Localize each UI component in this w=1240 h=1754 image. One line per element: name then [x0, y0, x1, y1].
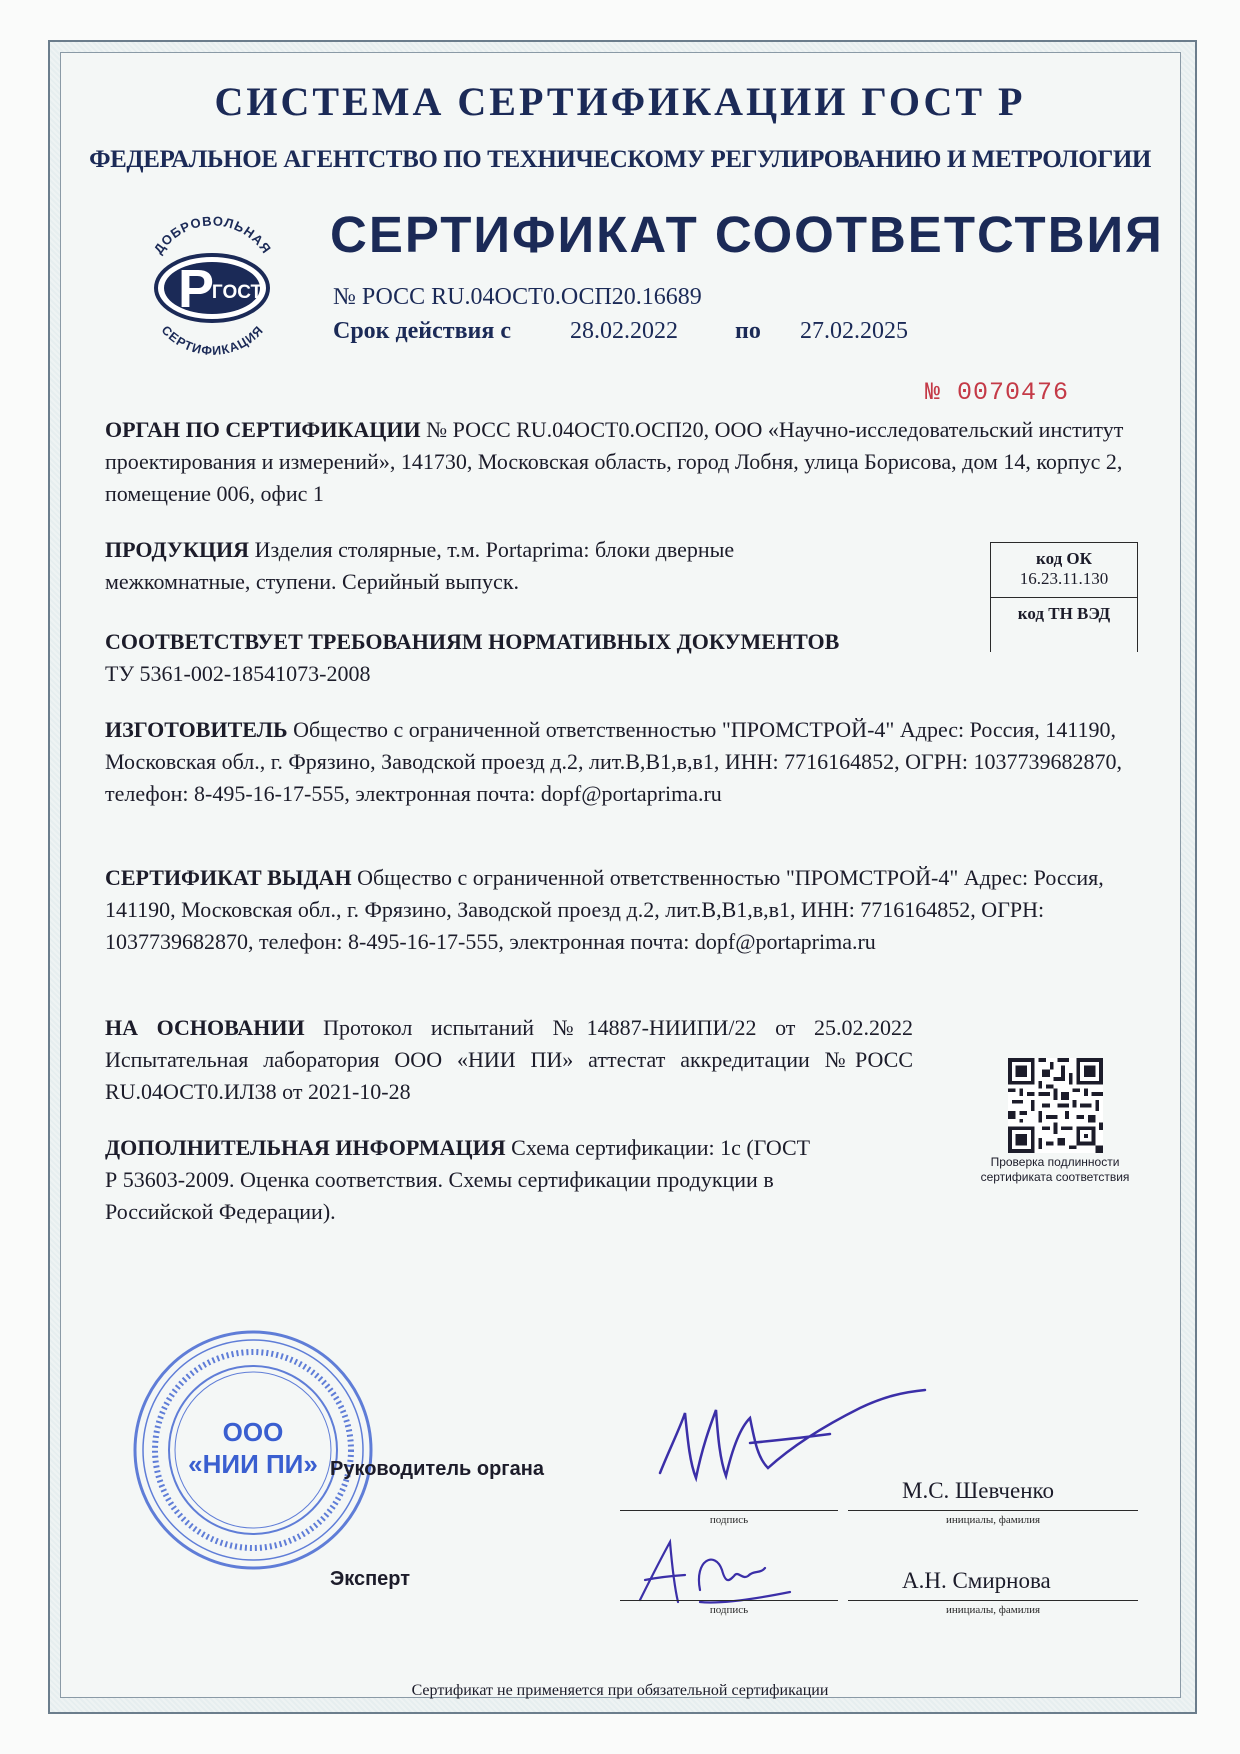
section-text: Общество с ограниченной ответственностью "ПРОМСТРОЙ-4" Адрес: Россия, 141190, Московская обл., г. Фрязино, Заводской проезд д.2, лит.В,В1,в,в1, ИНН: 7716164852, ОГРН: 1037739682870, телефон: 8-495-16-17-555, электронная почта: dopf@portaprima.ru — [105, 865, 1104, 954]
head-of-body-label: Руководитель органа — [330, 1458, 544, 1480]
ok-code-label: код ОК — [1036, 549, 1092, 568]
organisation-seal — [128, 1325, 378, 1575]
section-text: Изделия столярные, т.м. Portaprima: блоки дверные межкомнатные, ступени. Серийный выпуск. — [105, 537, 735, 594]
logo-top-text: ДОБРОВОЛЬНАЯ — [150, 213, 275, 257]
expert-name-caption: инициалы, фамилия — [945, 1604, 1041, 1616]
head-name-line — [848, 1510, 1138, 1511]
certificate-number: № РОСС RU.04ОСТ0.ОСП20.16689 — [333, 284, 702, 310]
expert-label: Эксперт — [330, 1568, 411, 1590]
head-name: М.С. Шевченко — [902, 1478, 1055, 1503]
certification-system-title: СИСТЕМА СЕРТИФИКАЦИИ ГОСТ Р — [214, 79, 1026, 124]
seal-org-line1: ООО — [222, 1417, 284, 1447]
expert-signature-line — [620, 1600, 838, 1601]
head-signature-line — [620, 1510, 838, 1511]
valid-to-label: по — [735, 318, 761, 344]
section-text: Схема сертификации: 1с (ГОСТ Р 53603-2009. Оценка соответствия. Схемы сертификации продукции в Российской Федерации). — [105, 1135, 811, 1224]
seal-org-line2: «НИИ ПИ» — [188, 1449, 318, 1479]
svg-text:СЕРТИФИКАЦИЯ — [159, 323, 267, 358]
section-issued-to — [105, 862, 1130, 958]
head-signature-caption: подпись — [709, 1514, 749, 1526]
verification-qr-code[interactable] — [1008, 1058, 1103, 1153]
section-manufacturer — [105, 714, 1130, 810]
expert-signature — [630, 1530, 800, 1610]
expert-name-line — [848, 1600, 1138, 1601]
section-heading: СООТВЕТСТВУЕТ ТРЕБОВАНИЯМ НОРМАТИВНЫХ ДОКУМЕНТОВ — [105, 629, 840, 654]
section-conforms — [105, 626, 1130, 690]
expert-signature-caption: подпись — [709, 1604, 749, 1616]
section-heading: ОРГАН ПО СЕРТИФИКАЦИИ — [105, 417, 421, 442]
section-text: Общество с ограниченной ответственностью "ПРОМСТРОЙ-4" Адрес: Россия, 141190, Московская обл., г. Фрязино, Заводской проезд д.2, лит.В,В1,в,в1, ИНН: 7716164852, ОГРН: 1037739682870, телефон: 8-495-16-17-555, электронная почта: dopf@portaprima.ru — [105, 717, 1122, 806]
section-additional-info — [105, 1132, 825, 1228]
head-signature — [640, 1388, 930, 1498]
svg-text:ДОБРОВОЛЬНАЯ — [151, 213, 275, 256]
validity-label: Срок действия с — [333, 318, 511, 344]
section-basis — [105, 1012, 913, 1108]
logo-letter: Р — [177, 259, 215, 319]
tnved-code-label: код ТН ВЭД — [1017, 604, 1111, 623]
section-heading: ПРОДУКЦИЯ — [105, 537, 250, 562]
gost-voluntary-certification-logo — [130, 200, 295, 365]
document-title: СЕРТИФИКАТ СООТВЕТСТВИЯ — [330, 206, 1164, 263]
agency-name: ФЕДЕРАЛЬНОЕ АГЕНТСТВО ПО ТЕХНИЧЕСКОМУ РЕГУЛИРОВАНИЮ И МЕТРОЛОГИИ — [89, 146, 1151, 173]
section-text: Протокол испытаний №14887-НИИПИ/22 от 25.02.2022 Испытательная лаборатория ООО «НИИ ПИ» аттестат аккредитации №РОСС RU.04ОСТ0.ИЛ38 от 2021-10-28 — [105, 1015, 913, 1104]
valid-from-date: 28.02.2022 — [570, 318, 678, 344]
section-heading: ИЗГОТОВИТЕЛЬ — [105, 717, 288, 742]
expert-name: А.Н. Смирнова — [902, 1568, 1051, 1593]
valid-to-date: 27.02.2025 — [800, 318, 908, 344]
section-text: № РОСС RU.04ОСТ0.ОСП20, ООО «Научно-исследовательский институт проектирования и измерений», 141730, Московская область, город Лобня, улица Борисова, дом 14, корпус 2, помещение 006, офис 1 — [105, 417, 1124, 506]
section-text: ТУ 5361-002-18541073-2008 — [105, 661, 371, 686]
ok-code-cell — [991, 543, 1137, 598]
section-heading: ДОПОЛНИТЕЛЬНАЯ ИНФОРМАЦИЯ — [105, 1135, 506, 1160]
blank-serial-number: № 0070476 — [925, 378, 1070, 407]
qr-caption: Проверка подлинности сертификата соответствия — [980, 1155, 1130, 1184]
logo-bottom-text: СЕРТИФИКАЦИЯ — [158, 323, 267, 359]
section-product — [105, 534, 815, 598]
footer-note: Сертификат не применяется при обязательной сертификации — [411, 1682, 829, 1699]
section-certification-body — [105, 414, 1130, 510]
section-heading: СЕРТИФИКАТ ВЫДАН — [105, 865, 352, 890]
section-heading: НА ОСНОВАНИИ — [105, 1015, 305, 1040]
logo-word: ГОСТ — [211, 282, 263, 303]
head-name-caption: инициалы, фамилия — [945, 1514, 1041, 1526]
ok-code-value: 16.23.11.130 — [1019, 569, 1109, 588]
